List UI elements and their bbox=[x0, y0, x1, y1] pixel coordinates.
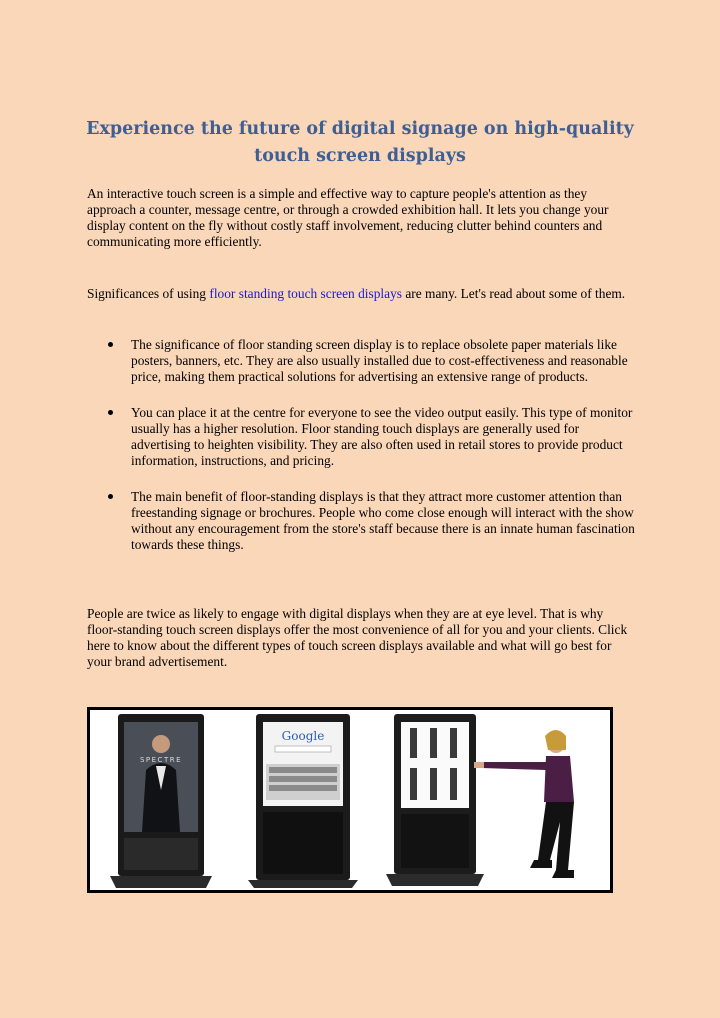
list-item-text: You can place it at the centre for everyone to see the video output easily. This type of monitor usually has a higher resolution. Floor standing touch displays are generally used for advertising to heighten visibility. They are also often used in retail stores to provide product information, instructions, and pricing. bbox=[131, 405, 633, 468]
list-item bbox=[87, 337, 635, 385]
bullet-icon bbox=[108, 410, 113, 415]
kiosk-movie-poster bbox=[110, 714, 212, 888]
bullet-icon bbox=[108, 494, 113, 499]
list-item-text: The main benefit of floor-standing displays is that they attract more customer attention than freestanding signage or brochures. People who come close enough will interact with the show without any encouragement from the store's staff because there is an innate human fascination towards these things. bbox=[131, 489, 635, 552]
significance-list bbox=[87, 337, 635, 553]
significances-text-after: are many. Let's read about some of them. bbox=[402, 286, 626, 301]
significances-paragraph bbox=[87, 286, 635, 302]
list-item bbox=[87, 489, 635, 553]
closing-paragraph: People are twice as likely to engage with digital displays when they are at eye level. That is why floor-standing touch screen displays offer the most convenience of all for you and your clients. Click here to know about the different types of touch screen displays available and what will go best for your brand advertisement. bbox=[87, 606, 628, 669]
kiosk-illustration bbox=[90, 710, 610, 890]
list-item bbox=[87, 405, 635, 469]
page-title: Experience the future of digital signage on high-quality touch screen displays bbox=[86, 119, 634, 166]
kiosk-fashion-catalog bbox=[386, 714, 484, 886]
bullet-icon bbox=[108, 342, 113, 347]
floor-standing-displays-link[interactable]: floor standing touch screen displays bbox=[209, 286, 402, 301]
significances-text-before: Significances of using bbox=[87, 286, 210, 301]
google-logo: Google bbox=[281, 729, 325, 743]
list-item-text: The significance of floor standing screen display is to replace obsolete paper materials like posters, banners, etc. They are also usually installed due to cost-effectiveness and reasonable price, making them practical solutions for advertising an extensive range of products. bbox=[131, 337, 628, 384]
kiosk-search-screen bbox=[248, 714, 358, 888]
intro-paragraph: An interactive touch screen is a simple and effective way to capture people's attention as they approach a counter, message centre, or through a crowded exhibition hall. It lets you change your display content on the fly without costly staff involvement, reducing clutter behind counters and communicating more efficiently. bbox=[87, 186, 609, 249]
kiosk-display-image bbox=[87, 707, 613, 893]
kiosk-screen-title: SPECTRE bbox=[139, 756, 183, 764]
woman-pointing bbox=[474, 730, 574, 878]
